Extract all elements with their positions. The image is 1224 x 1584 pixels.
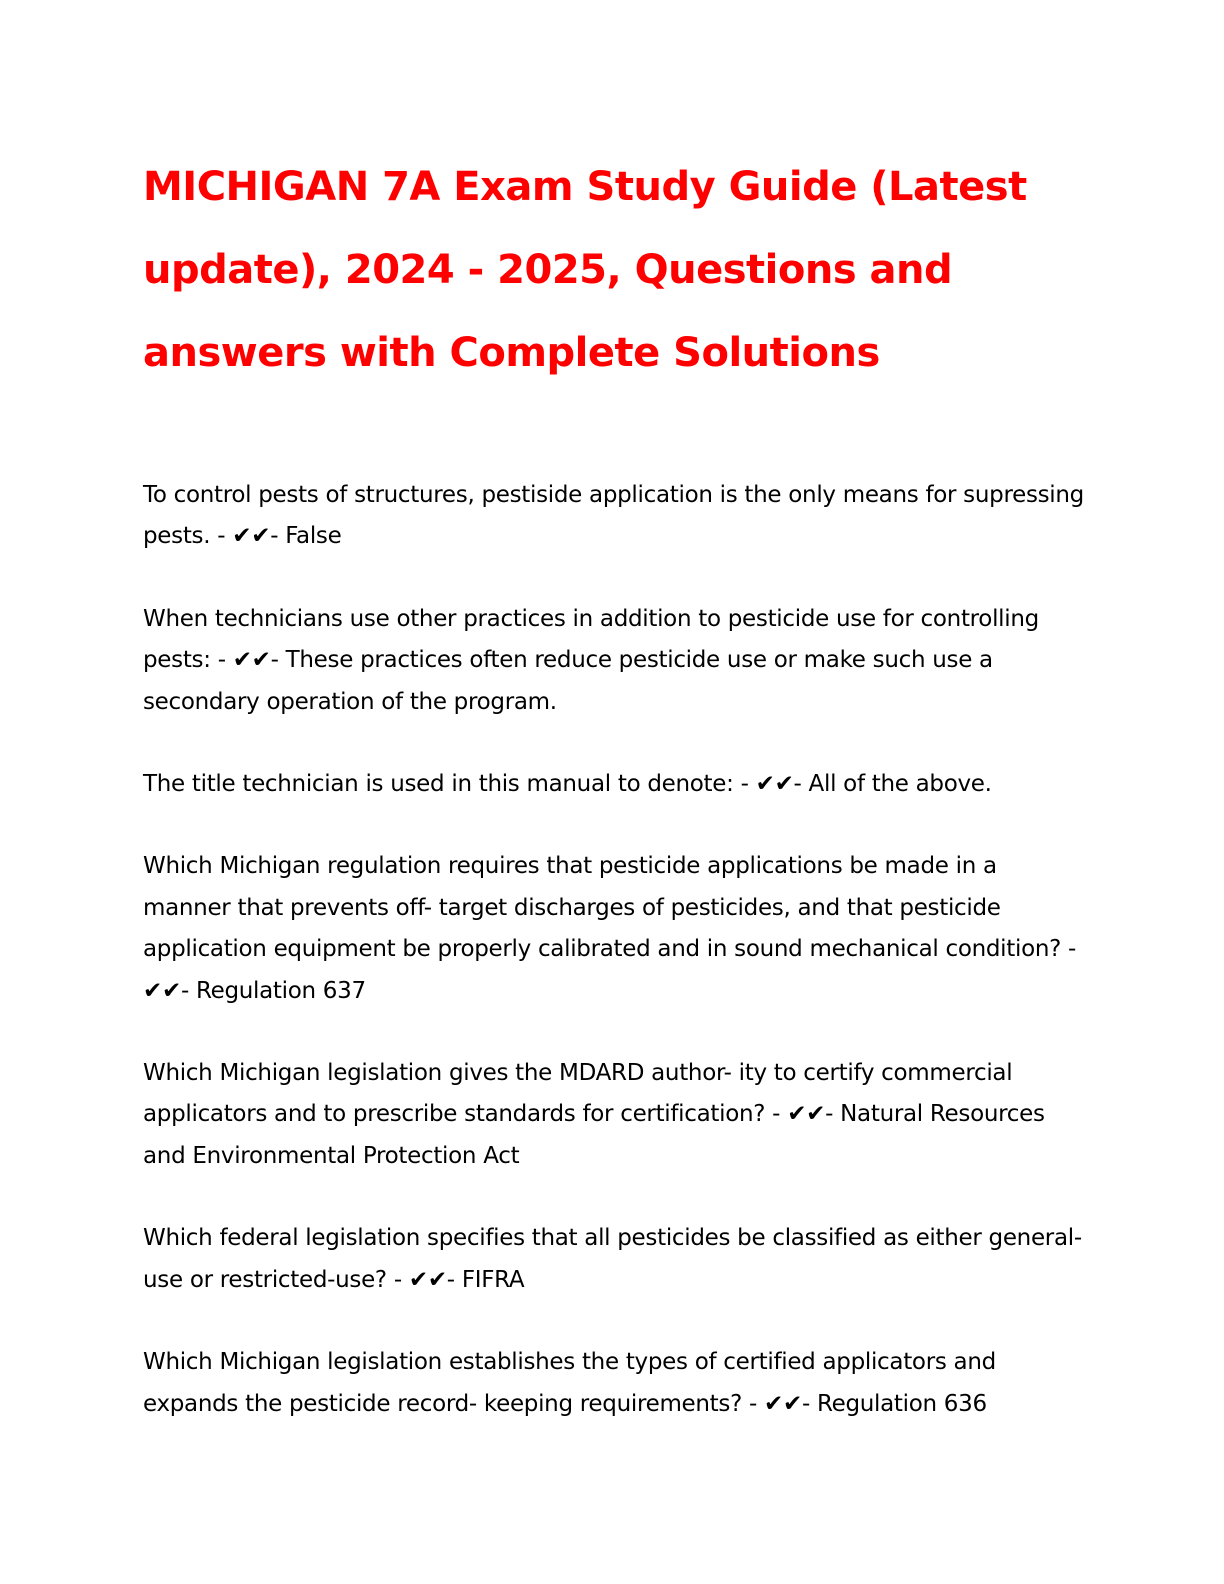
question-answer-item: Which Michigan legislation establishes the types of certified applicators and expands the pesticide record- keeping requirements? - ✔✔- Regulation 636 bbox=[143, 1349, 996, 1417]
question-answer-item: The title technician is used in this manual to denote: - ✔✔- All of the above. bbox=[143, 771, 992, 798]
question-answer-item: Which Michigan legislation gives the MDARD author- ity to certify commercial applicators and to prescribe standards for certification? - ✔✔- Natural Resources and Environmental Protection Act bbox=[143, 1060, 1045, 1169]
question-answer-item: When technicians use other practices in addition to pesticide use for controlling pests: - ✔✔- These practices often reduce pesticide use or make such use a secondary operation of the program. bbox=[143, 605, 1039, 715]
question-answer-item: Which federal legislation specifies that all pesticides be classified as either general-use or restricted-use? - ✔✔- FIFRA bbox=[143, 1225, 1082, 1293]
question-answer-item: To control pests of structures, pestiside application is the only means for supressing pests. - ✔✔- False bbox=[143, 482, 1084, 550]
question-answer-item: Which Michigan regulation requires that pesticide applications be made in a manner that prevents off- target discharges of pesticides, and that pesticide application equipment be properly calibrated and in sound mechanical condition? - ✔✔- Regulation 637 bbox=[143, 853, 1077, 1004]
document-title: MICHIGAN 7A Exam Study Guide (Latest update), 2024 - 2025, Questions and answers with Complete Solutions bbox=[143, 164, 1027, 376]
question-answer-list bbox=[143, 475, 1088, 1466]
